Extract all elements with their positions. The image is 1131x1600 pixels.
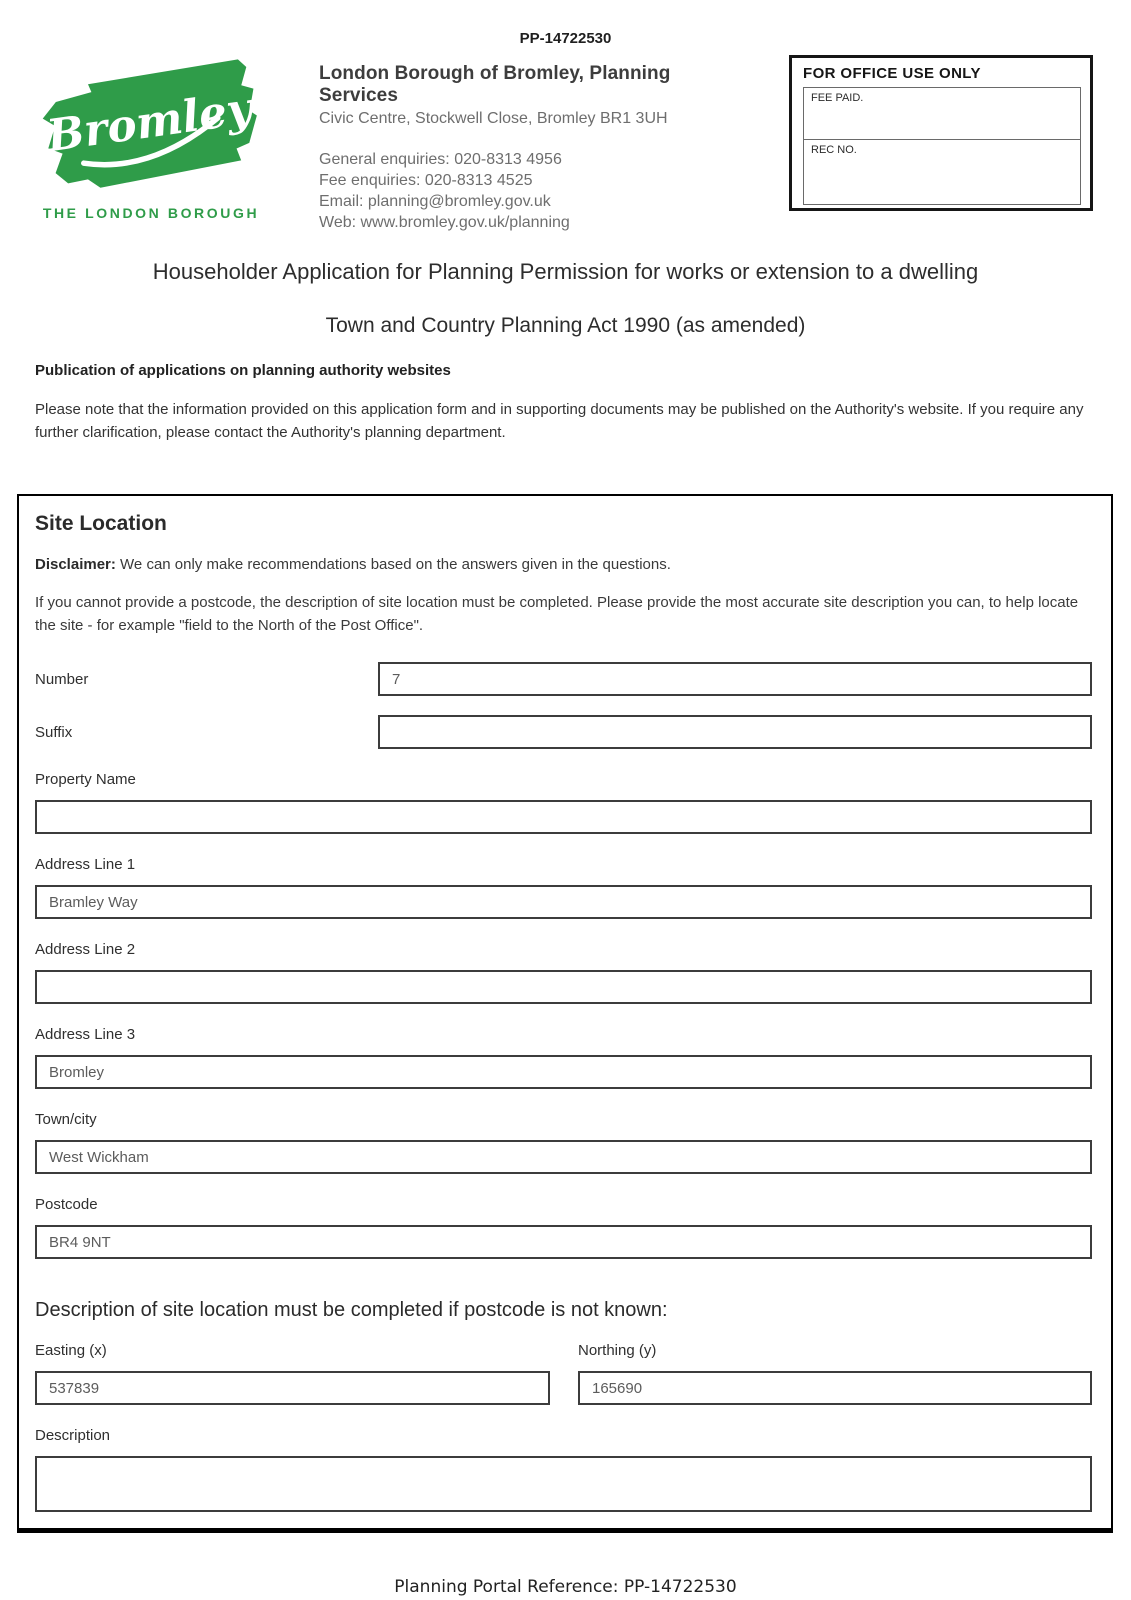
description-requirement-heading: Description of site location must be completed if postcode is not known: — [35, 1299, 668, 1321]
description-field — [35, 1427, 1092, 1512]
email-line: Email: planning@bromley.gov.uk — [319, 193, 551, 210]
disclaimer-label: Disclaimer: — [35, 556, 116, 573]
form-title: Householder Application for Planning Permission for works or extension to a dwelling — [152, 259, 979, 284]
postcode-input[interactable] — [35, 1225, 1092, 1259]
logo-tagline: THE LONDON BOROUGH — [42, 205, 260, 221]
bromley-brushstroke-icon — [35, 55, 267, 197]
disclaimer-body: We can only make recommendations based on the answers given in the questions. — [115, 556, 671, 573]
act-subtitle: Town and Country Planning Act 1990 (as amended) — [325, 314, 806, 337]
authority-contact-block — [319, 55, 749, 233]
number-field-row — [35, 662, 1092, 696]
number-input[interactable] — [378, 662, 1092, 696]
easting-field — [35, 1342, 550, 1405]
easting-input[interactable] — [35, 1371, 550, 1405]
town-city-input[interactable] — [35, 1140, 1092, 1174]
description-label: Description — [35, 1427, 111, 1444]
page-header — [0, 47, 1131, 233]
section-heading: Site Location — [35, 512, 167, 535]
suffix-input[interactable] — [378, 715, 1092, 749]
address-line-2-field — [35, 941, 1092, 1004]
authority-name: London Borough of Bromley, Planning Services — [319, 63, 671, 106]
description-input[interactable] — [35, 1456, 1092, 1512]
fee-paid-cell: FEE PAID. — [804, 88, 1080, 140]
property-name-label: Property Name — [35, 771, 136, 788]
svg-text:Bromley: Bromley — [43, 82, 256, 163]
property-name-input[interactable] — [35, 800, 1092, 834]
town-city-label: Town/city — [35, 1111, 97, 1128]
fee-enquiries-line: Fee enquiries: 020-8313 4525 — [319, 172, 533, 189]
address-line-3-field — [35, 1026, 1092, 1089]
postcode-field — [35, 1196, 1092, 1259]
northing-input[interactable] — [578, 1371, 1092, 1405]
address-line-3-label: Address Line 3 — [35, 1026, 136, 1043]
general-enquiries-line: General enquiries: 020-8313 4956 — [319, 151, 562, 168]
address-line-3-input[interactable] — [35, 1055, 1092, 1089]
postcode-label: Postcode — [35, 1196, 98, 1213]
rec-no-cell: REC NO. — [811, 144, 857, 156]
section-intro-text: If you cannot provide a postcode, the description of site location must be completed. Please provide the most accurate site description you can, to help locate the site - for example "field to the North of the Post Office". — [35, 594, 1079, 634]
suffix-label: Suffix — [35, 723, 73, 741]
address-line-1-field — [35, 856, 1092, 919]
bromley-logo — [35, 55, 267, 221]
coordinates-row — [35, 1342, 1092, 1405]
easting-label: Easting (x) — [35, 1342, 107, 1359]
address-line-1-label: Address Line 1 — [35, 856, 136, 873]
publication-note: Please note that the information provided on this application form and in supporting documents may be published on the Authority's website. If you require any further clarification, please contact the Authority's planning department. — [35, 401, 1084, 441]
disclaimer-text — [35, 556, 1092, 573]
planning-portal-reference: Planning Portal Reference: PP-14722530 — [394, 1577, 737, 1597]
authority-address: Civic Centre, Stockwell Close, Bromley BR1 3UH — [319, 110, 668, 127]
address-line-2-input[interactable] — [35, 970, 1092, 1004]
number-label: Number — [35, 670, 89, 688]
suffix-field-row — [35, 715, 1092, 749]
northing-field — [578, 1342, 1092, 1405]
web-line: Web: www.bromley.gov.uk/planning — [319, 214, 570, 231]
publication-heading: Publication of applications on planning authority websites — [35, 362, 451, 379]
office-use-fields — [803, 87, 1081, 205]
address-line-2-label: Address Line 2 — [35, 941, 136, 958]
site-location-section — [17, 494, 1113, 1533]
property-name-field — [35, 771, 1092, 834]
application-reference: PP-14722530 — [519, 30, 612, 47]
office-use-box — [789, 55, 1093, 211]
address-line-1-input[interactable] — [35, 885, 1092, 919]
northing-label: Northing (y) — [578, 1342, 657, 1359]
town-city-field — [35, 1111, 1092, 1174]
office-use-title: FOR OFFICE USE ONLY — [803, 65, 981, 82]
